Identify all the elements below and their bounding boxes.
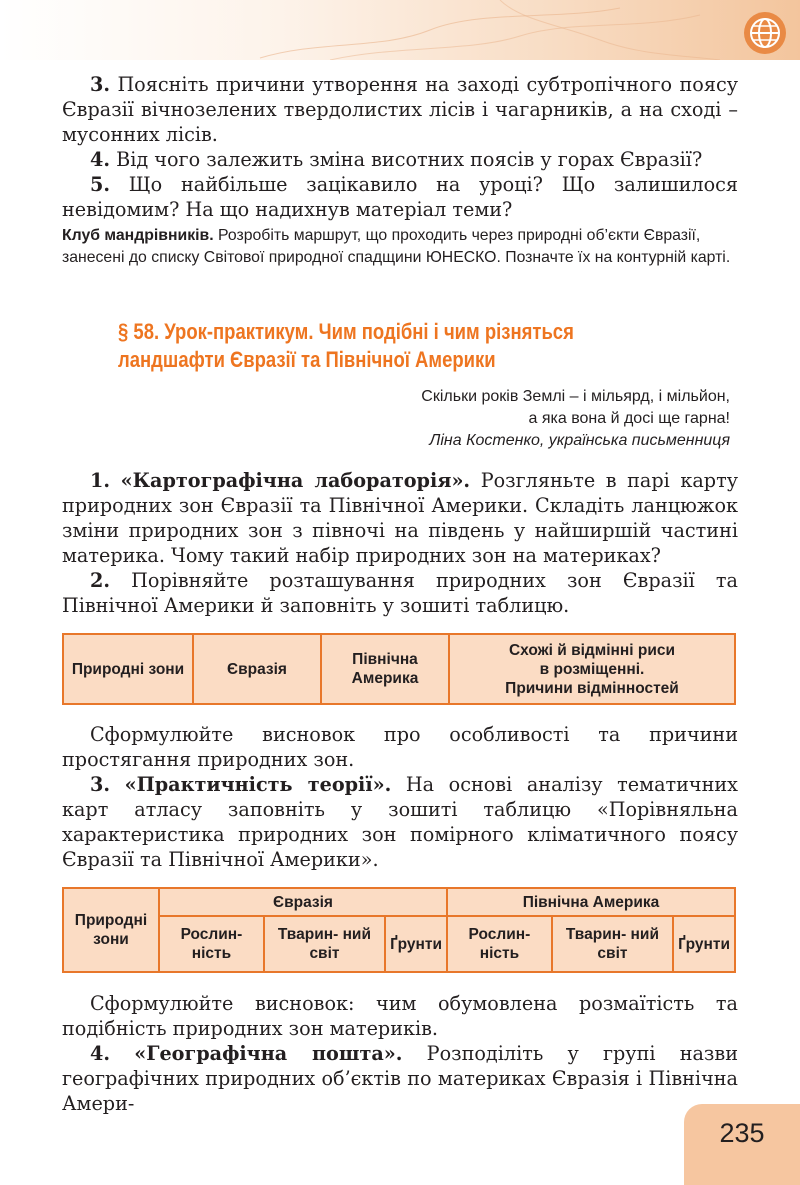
table1-col-features [449,634,735,704]
task-3-title: «Практичність теорії». [124,773,392,796]
table1-col-north-america: Північна Америка [321,634,449,704]
table2-group-row [63,888,735,916]
task-3-text: На основі аналізу тематичних карт атласу заповніть у зошиті таблицю «Порівняльна характеристика природних зон помірного кліматичного поясу Євразії та Північної Америки». [62,773,739,871]
question-5-text: Що найбільше зацікавило на уроці? Що залишилося невідомим? На що надихнув матеріал теми? [62,173,738,221]
question-4-text: Від чого залежить зміна висотних поясів у горах Євразії? [116,148,703,171]
zones-comparison-table [62,633,736,705]
conclusion-2 [62,991,738,1041]
map-texture [0,0,800,60]
table1-col-features-l1: Схожі й відмінні риси [508,641,676,659]
top-decorative-band [0,0,800,60]
table2-na-fauna: Тварин- ний світ [552,916,673,972]
table1-col-zones: Природні зони [63,634,193,704]
table-header-row [63,634,735,704]
table2-na-soil: Ґрунти [673,916,735,972]
table2-eurasia-soil: Ґрунти [385,916,447,972]
task-4 [62,1041,738,1116]
table2-group-eurasia: Євразія [159,888,447,916]
question-3 [62,72,738,147]
section-title [118,318,639,374]
task-2 [62,568,738,618]
temperate-zones-table [62,887,736,973]
table2-eurasia-fauna: Тварин- ний світ [264,916,385,972]
table1-col-features-l3: Причини відмінностей [505,679,679,697]
question-4-num: 4. [90,148,111,171]
task-1-title: «Картографічна лабораторія». [120,469,471,492]
task-3 [62,772,738,872]
table2-eurasia-flora: Рослин- ність [159,916,264,972]
club-label: Клуб мандрівників. [62,227,214,244]
table2-na-flora: Рослин- ність [447,916,552,972]
table2-group-north-america: Північна Америка [447,888,735,916]
question-3-text: Поясніть причини утворення на заході субтропічного поясу Євразії вічнозелених твердолистих лісів і чагарників, а на сході – мусонних лісів. [62,73,738,146]
task-1-text: Розгляньте в парі карту природних зон Євразії та Північної Америки. Складіть ланцюжок зміни природних зон з півночі на південь у найширшій частині материка. Чому такий набір природних зон на материках? [62,469,738,567]
section-title-line2: ландшафти Євразії та Північної Америки [118,347,496,372]
globe-icon [744,12,786,54]
task-1 [62,468,738,568]
epigraph-line2: а яка вона й досі ще гарна! [528,410,730,427]
task-4-num: 4. [90,1042,111,1065]
table1-col-eurasia: Євразія [193,634,321,704]
section-title-line1: § 58. Урок-практикум. Чим подібні і чим різняться [118,319,574,344]
table1-col-features-l2: в розміщенні. [539,660,645,678]
question-5-num: 5. [90,173,111,196]
epigraph-line1: Скільки років Землі – і мільярд, і мільйон, [421,388,730,405]
conclusion-2-text: Сформулюйте висновок: чим обумовлена розмаїтість та подібність природних зон материків. [62,992,738,1040]
epigraph [230,386,730,452]
travelers-club-task [62,225,738,269]
table2-sub-row [63,916,735,972]
task-1-num: 1. [90,469,111,492]
task-2-num: 2. [90,569,111,592]
question-3-num: 3. [90,73,111,96]
task-2-text: Порівняйте розташування природних зон Євразії та Північної Америки й заповніть у зошиті таблицю. [62,569,738,617]
task-3-num: 3. [90,773,111,796]
task-4-title: «Географічна пошта». [134,1042,403,1065]
task-4-text: Розподіліть у групі назви географічних природних об’єктів по материках Євразія і Північна Амери- [62,1042,738,1115]
table2-col-zones: Природні зони [63,888,159,972]
question-4 [62,147,738,172]
page-number: 235 [719,1118,765,1148]
question-5 [62,172,738,222]
conclusion-1-text: Сформулюйте висновок про особливості та причини простягання природних зон. [62,723,738,771]
conclusion-1 [62,722,738,772]
epigraph-author: Ліна Костенко, українська письменниця [429,432,730,449]
club-text: Розробіть маршрут, що проходить через природні об’єкти Євразії, занесені до списку Світової природної спадщини ЮНЕСКО. Позначте їх на контурній карті. [62,227,731,266]
